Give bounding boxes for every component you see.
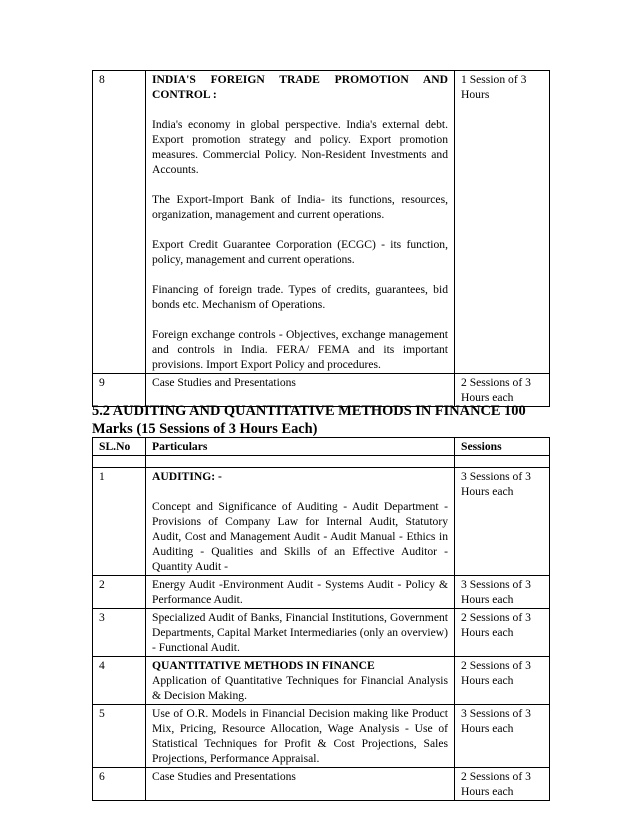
topic-title: AUDITING: - — [152, 470, 222, 483]
empty-cell — [455, 456, 550, 468]
particulars-cell: Case Studies and Presentations — [146, 768, 455, 801]
sessions-cell: 1 Session of 3 Hours — [455, 71, 550, 374]
table-row — [93, 71, 550, 374]
table-row — [93, 576, 550, 609]
topic-paragraph: The Export-Import Bank of India- its functions, resources, organization, management and current operations. — [152, 193, 448, 221]
particulars-cell — [146, 657, 455, 705]
sessions-cell: 3 Sessions of 3 Hours each — [455, 468, 550, 576]
table-row — [93, 705, 550, 768]
sl-no-cell: 6 — [93, 768, 146, 801]
sessions-cell: 2 Sessions of 3 Hours each — [455, 768, 550, 801]
particulars-cell — [146, 71, 455, 374]
topic-title: INDIA'S FOREIGN TRADE PROMOTION AND CONTROL : — [152, 73, 448, 101]
syllabus-table-auditing — [92, 437, 550, 801]
topic-paragraph: India's economy in global perspective. India's external debt. Export promotion strategy and policy. Export promotion measures. Commercial Policy. Non-Resident Investments and Accounts. — [152, 118, 448, 176]
header-sl-no: SL.No — [93, 438, 146, 456]
table-row — [93, 657, 550, 705]
particulars-cell — [146, 468, 455, 576]
sl-no-cell: 1 — [93, 468, 146, 576]
sessions-cell: 2 Sessions of 3 Hours each — [455, 609, 550, 657]
sl-no-cell: 4 — [93, 657, 146, 705]
particulars-cell: Case Studies and Presentations — [146, 374, 455, 407]
sessions-cell: 3 Sessions of 3 Hours each — [455, 576, 550, 609]
header-sessions: Sessions — [455, 438, 550, 456]
table-header-row — [93, 438, 550, 456]
header-particulars: Particulars — [146, 438, 455, 456]
topic-paragraph: Foreign exchange controls - Objectives, exchange management and controls in India. FERA/ FEMA and its important provisions. Import Export Policy and procedures. — [152, 328, 448, 371]
empty-cell — [146, 456, 455, 468]
section-heading: 5.2 AUDITING AND QUANTITATIVE METHODS IN FINANCE 100 Marks (15 Sessions of 3 Hours Each) — [92, 403, 526, 437]
sl-no-cell: 9 — [93, 374, 146, 407]
empty-row — [93, 456, 550, 468]
syllabus-table-foreign-trade — [92, 70, 550, 407]
table-row — [93, 609, 550, 657]
particulars-cell: Specialized Audit of Banks, Financial Institutions, Government Departments, Capital Market Intermediaries (only an overview) - Functional Audit. — [146, 609, 455, 657]
particulars-cell: Energy Audit -Environment Audit - Systems Audit - Policy & Performance Audit. — [146, 576, 455, 609]
sl-no-cell: 2 — [93, 576, 146, 609]
topic-paragraph: Export Credit Guarantee Corporation (ECGC) - its function, policy, management and current operations. — [152, 238, 448, 266]
sessions-cell: 3 Sessions of 3 Hours each — [455, 705, 550, 768]
sessions-cell: 2 Sessions of 3 Hours each — [455, 374, 550, 407]
sessions-cell: 2 Sessions of 3 Hours each — [455, 657, 550, 705]
sl-no-cell: 8 — [93, 71, 146, 374]
topic-paragraph: Concept and Significance of Auditing - Audit Department - Provisions of Company Law for Internal Audit, Statutory Audit, Cost and Management Audit - Audit Manual - Ethics in Auditing - Qualities and Skills of an Effective Auditor - Quantity Audit - — [152, 500, 448, 573]
table-row — [93, 768, 550, 801]
table-row — [93, 468, 550, 576]
empty-cell — [93, 456, 146, 468]
sl-no-cell: 5 — [93, 705, 146, 768]
sl-no-cell: 3 — [93, 609, 146, 657]
topic-paragraph: Financing of foreign trade. Types of credits, guarantees, bid bonds etc. Mechanism of Operations. — [152, 283, 448, 311]
topic-paragraph: Application of Quantitative Techniques for Financial Analysis & Decision Making. — [152, 674, 448, 702]
topic-title: QUANTITATIVE METHODS IN FINANCE — [152, 659, 375, 672]
particulars-cell: Use of O.R. Models in Financial Decision making like Product Mix, Pricing, Resource Allocation, Wage Analysis - Use of Statistical Techniques for Profit & Cost Projections, Sales Projections, Performance Appraisal. — [146, 705, 455, 768]
